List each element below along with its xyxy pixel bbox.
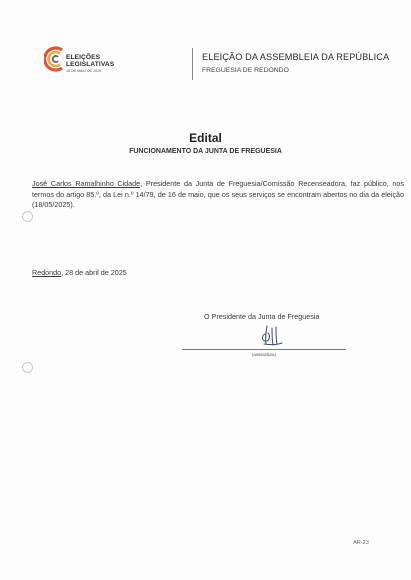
edital-body	[32, 179, 404, 211]
document-subtitle: FUNCIONAMENTO DA JUNTA DE FREGUESIA	[129, 148, 282, 155]
logo-text-line1: ELEIÇÕES	[66, 54, 101, 61]
president-name: José Carlos Ramalhinho Cidade	[32, 179, 141, 188]
place-name: Redondo	[32, 268, 62, 277]
elections-logo	[44, 44, 134, 78]
signature-line	[182, 349, 346, 350]
punch-hole	[22, 211, 33, 222]
signer-title: O Presidente da Junta de Freguesia	[204, 312, 320, 321]
elections-logo-icon	[44, 44, 66, 74]
header-subtitle: FREGUESIA DE REDONDO	[202, 67, 289, 74]
document-title: Edital	[189, 131, 222, 145]
handwritten-signature	[258, 322, 288, 348]
logo-text-line2: LEGISLATIVAS	[66, 61, 115, 68]
edital-body-text: , Presidente da Junta de Freguesia/Comissão Recenseadora, faz público, nos termos do artigo 85.º, da Lei n.º 14/79, de 16 de maio, que os seus serviços se encontram abertos no dia da eleição (18/05/2025).	[32, 179, 405, 209]
place-date	[32, 268, 127, 277]
date-text: , 28 de abril de 2025	[61, 268, 127, 277]
logo-date: 18 DE MAIO DE 2025	[66, 69, 102, 73]
signature-caption: (assinatura)	[251, 352, 277, 357]
page-code: AR-23	[353, 540, 369, 546]
punch-hole	[22, 362, 33, 373]
header-title: ELEIÇÃO DA ASSEMBLEIA DA REPÚBLICA	[202, 52, 390, 62]
header-divider	[192, 48, 193, 80]
